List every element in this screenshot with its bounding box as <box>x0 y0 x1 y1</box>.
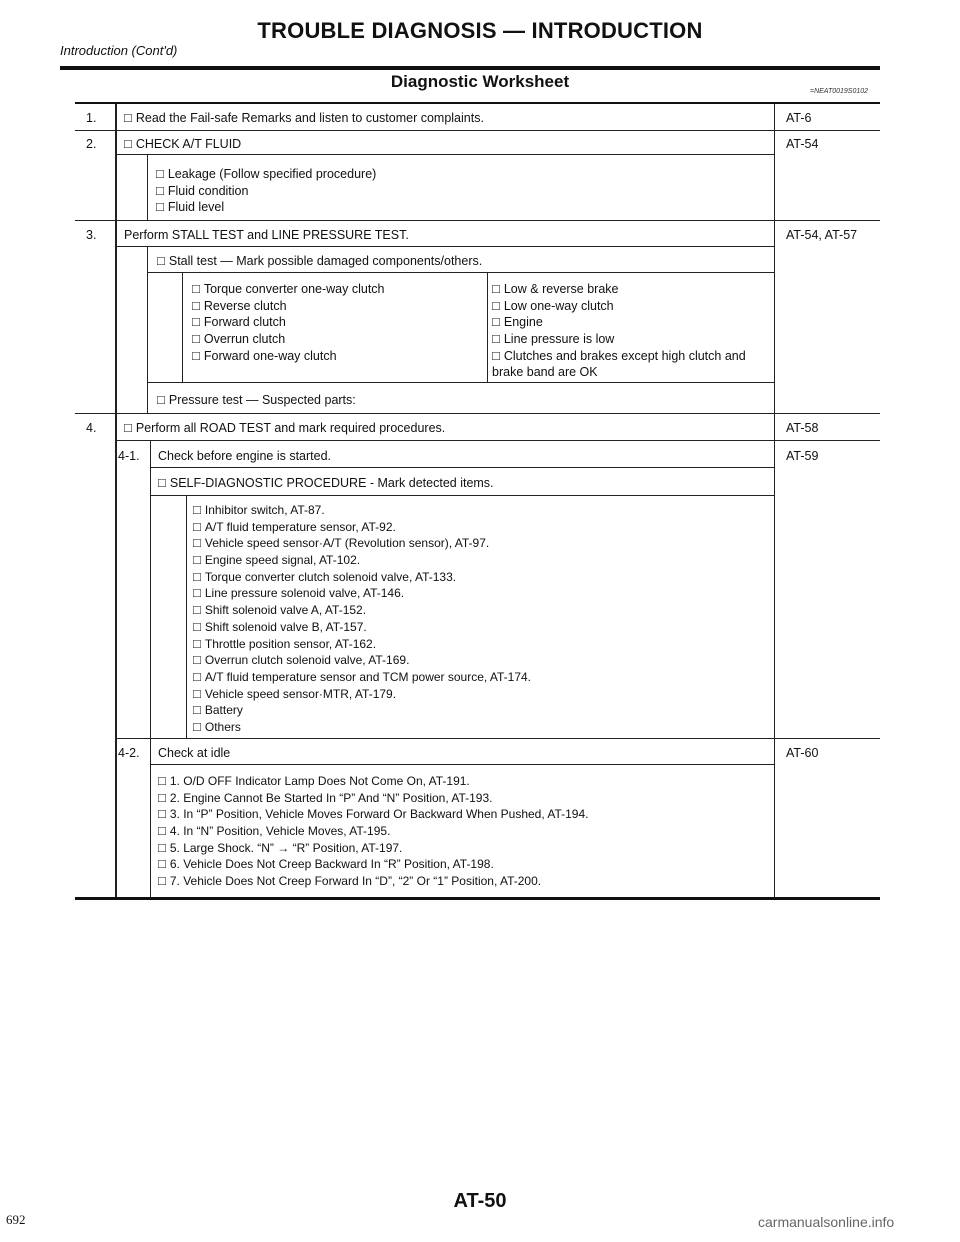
checkbox-icon[interactable]: □ <box>193 518 201 534</box>
row-number: 4-2. <box>118 746 140 760</box>
row-text: Read the Fail-safe Remarks and listen to customer complaints. <box>135 111 484 125</box>
list-item: □ Shift solenoid valve A, AT-152. <box>193 602 367 618</box>
row-1-item <box>124 110 484 126</box>
inner-rule <box>150 764 775 765</box>
list-item: □ Forward one-way clutch <box>192 347 337 363</box>
list-item: □ 3. In “P” Position, Vehicle Moves Forward Or Backward When Pushed, AT-194. <box>158 806 589 822</box>
checkbox-icon[interactable]: □ <box>158 873 166 889</box>
list-item: □ Torque converter clutch solenoid valve, AT-133. <box>193 568 457 584</box>
document-page-number: 692 <box>6 1212 26 1227</box>
stall-right-list <box>492 281 746 381</box>
list-item: □ Overrun clutch <box>192 331 286 347</box>
inner-divider <box>150 440 151 738</box>
list-item: □ Fluid level <box>156 199 225 215</box>
inner-rule <box>115 246 775 247</box>
page-number: AT-50 <box>453 1190 507 1212</box>
list-item: □ Line pressure solenoid valve, AT-146. <box>193 585 405 601</box>
reference-code: =NEAT0019S0102 <box>810 88 869 95</box>
checkbox-icon[interactable]: □ <box>192 297 200 313</box>
row-separator <box>75 220 880 221</box>
list-item: □ 7. Vehicle Does Not Creep Forward In “D”, “2” Or “1” Position, AT-200. <box>158 873 542 889</box>
checkbox-icon[interactable]: □ <box>192 314 200 330</box>
list-item: □ Torque converter one-way clutch <box>192 281 385 296</box>
checkbox-icon[interactable]: □ <box>492 314 500 330</box>
stall-left-list <box>192 281 385 364</box>
watermark: carmanualsonline.info <box>758 1214 895 1230</box>
fluid-check-list <box>156 166 376 216</box>
list-item: □ Overrun clutch solenoid valve, AT-169. <box>193 652 410 668</box>
list-item: □ 2. Engine Cannot Be Started In “P” And “N” Position, AT-193. <box>158 789 493 805</box>
table-top-rule <box>75 102 880 104</box>
checkbox-icon[interactable]: □ <box>158 823 166 839</box>
row-reference: AT-54 <box>786 137 819 151</box>
list-item: □ Throttle position sensor, AT-162. <box>193 635 377 651</box>
checkbox-icon[interactable]: □ <box>157 253 165 268</box>
list-item-continuation: brake band are OK <box>492 365 598 380</box>
stall-test-item: □ Stall test — Mark possible damaged components/others. <box>157 253 483 268</box>
checkbox-icon[interactable]: □ <box>158 839 166 855</box>
self-diagnostic-list <box>193 502 531 736</box>
checkbox-icon[interactable]: □ <box>193 552 201 568</box>
row-text: Perform all ROAD TEST and mark required procedures. <box>135 421 446 435</box>
checkbox-icon[interactable]: □ <box>193 718 201 734</box>
list-item: □ Low one-way clutch <box>492 297 614 313</box>
list-item: □ A/T fluid temperature sensor, AT-92. <box>193 518 396 534</box>
row-reference: AT-6 <box>786 111 812 125</box>
row-separator <box>75 413 880 414</box>
inner-rule <box>115 154 775 155</box>
list-item: □ 5. Large Shock. “N” → “R” Position, AT-197. <box>158 839 403 855</box>
checkbox-icon[interactable]: □ <box>193 535 201 551</box>
checkbox-icon[interactable]: □ <box>156 199 164 215</box>
checkbox-icon[interactable]: □ <box>193 652 201 668</box>
checkbox-icon[interactable]: □ <box>492 281 500 296</box>
checkbox-icon[interactable]: □ <box>158 475 166 490</box>
checkbox-icon[interactable]: □ <box>124 110 132 125</box>
row-text: Perform STALL TEST and LINE PRESSURE TEST. <box>124 228 409 242</box>
inner-rule <box>147 272 775 273</box>
checkbox-icon[interactable]: □ <box>492 331 500 347</box>
checkbox-icon[interactable]: □ <box>193 502 201 517</box>
row-number: 2. <box>86 137 97 151</box>
list-item: □ 6. Vehicle Does Not Creep Backward In “R” Position, AT-198. <box>158 856 494 872</box>
row-reference: AT-58 <box>786 421 819 435</box>
table-bottom-rule <box>75 897 880 900</box>
list-item: □ Forward clutch <box>192 314 286 330</box>
inner-divider <box>182 272 183 382</box>
row-number: 1. <box>86 111 97 125</box>
checkbox-icon[interactable]: □ <box>158 773 166 788</box>
inner-rule <box>150 495 775 496</box>
checkbox-icon[interactable]: □ <box>492 347 500 363</box>
checkbox-icon[interactable]: □ <box>193 602 201 618</box>
checkbox-icon[interactable]: □ <box>157 392 165 407</box>
header-rule <box>60 66 880 70</box>
checkbox-icon[interactable]: □ <box>124 136 132 151</box>
list-item: □ Others <box>193 718 241 734</box>
checkbox-icon[interactable]: □ <box>156 166 164 181</box>
checkbox-icon[interactable]: □ <box>124 420 132 435</box>
checkbox-icon[interactable]: □ <box>193 585 201 601</box>
inner-rule <box>147 382 775 383</box>
checkbox-icon[interactable]: □ <box>158 789 166 805</box>
section-subtitle: Introduction (Cont'd) <box>60 43 178 58</box>
list-item: □ Vehicle speed sensor·MTR, AT-179. <box>193 685 397 701</box>
row-text: Check at idle <box>158 746 231 760</box>
list-item: □ Inhibitor switch, AT-87. <box>193 502 325 517</box>
list-item: □ 1. O/D OFF Indicator Lamp Does Not Come On, AT-191. <box>158 773 470 788</box>
list-item: □ Low & reverse brake <box>492 281 619 296</box>
list-item: □ Battery <box>193 702 243 718</box>
row-number: 4-1. <box>118 449 140 463</box>
list-item: □ Line pressure is low <box>492 331 615 347</box>
list-item: □ Fluid condition <box>156 182 249 198</box>
worksheet-title: Diagnostic Worksheet <box>390 72 570 91</box>
list-item: □ Engine <box>492 314 543 330</box>
list-item: □ Reverse clutch <box>192 297 287 313</box>
inner-divider <box>186 495 187 738</box>
checkbox-icon[interactable]: □ <box>192 347 200 363</box>
inner-rule <box>150 467 775 468</box>
checkbox-icon[interactable]: □ <box>193 635 201 651</box>
row-2-item <box>124 136 241 152</box>
page-title: TROUBLE DIAGNOSIS — INTRODUCTION <box>257 18 703 43</box>
row-number: 3. <box>86 228 97 242</box>
row-separator <box>115 738 880 739</box>
row-separator <box>75 130 880 131</box>
list-item: □ Leakage (Follow specified procedure) <box>156 166 377 181</box>
idle-check-list <box>158 773 589 890</box>
row-reference: AT-54, AT-57 <box>786 228 858 242</box>
checkbox-icon[interactable]: □ <box>158 856 166 872</box>
checkbox-icon[interactable]: □ <box>193 568 201 584</box>
inner-divider <box>150 738 151 897</box>
checkbox-icon[interactable]: □ <box>193 685 201 701</box>
list-item: □ 4. In “N” Position, Vehicle Moves, AT-195. <box>158 823 391 839</box>
list-item: □ A/T fluid temperature sensor and TCM power source, AT-174. <box>193 668 532 684</box>
checkbox-icon[interactable]: □ <box>193 702 201 718</box>
checkbox-icon[interactable]: □ <box>192 331 200 347</box>
pressure-test-item: □ Pressure test — Suspected parts: <box>157 392 356 407</box>
row-4-item <box>124 420 445 436</box>
row-reference: AT-59 <box>786 449 819 463</box>
checkbox-icon[interactable]: □ <box>156 182 164 198</box>
row-text: CHECK A/T FLUID <box>135 137 242 151</box>
row-reference: AT-60 <box>786 746 819 760</box>
checkbox-icon[interactable]: □ <box>192 281 200 296</box>
list-item: □ Shift solenoid valve B, AT-157. <box>193 618 367 634</box>
checkbox-icon[interactable]: □ <box>158 806 166 822</box>
row-separator <box>115 440 880 441</box>
checkbox-icon[interactable]: □ <box>193 618 201 634</box>
inner-divider <box>147 154 148 220</box>
list-item: □ Clutches and brakes except high clutch and <box>492 347 746 363</box>
list-item: □ Vehicle speed sensor·A/T (Revolution sensor), AT-97. <box>193 535 490 551</box>
row-text: Check before engine is started. <box>158 449 332 463</box>
row-number: 4. <box>86 421 97 435</box>
checkbox-icon[interactable]: □ <box>193 668 201 684</box>
inner-divider <box>487 272 488 382</box>
list-item: □ Engine speed signal, AT-102. <box>193 552 361 568</box>
col-divider-reference <box>774 104 775 897</box>
col-divider-number <box>115 104 117 897</box>
self-diagnostic-item: □ SELF-DIAGNOSTIC PROCEDURE - Mark detected items. <box>158 475 494 490</box>
checkbox-icon[interactable]: □ <box>492 297 500 313</box>
